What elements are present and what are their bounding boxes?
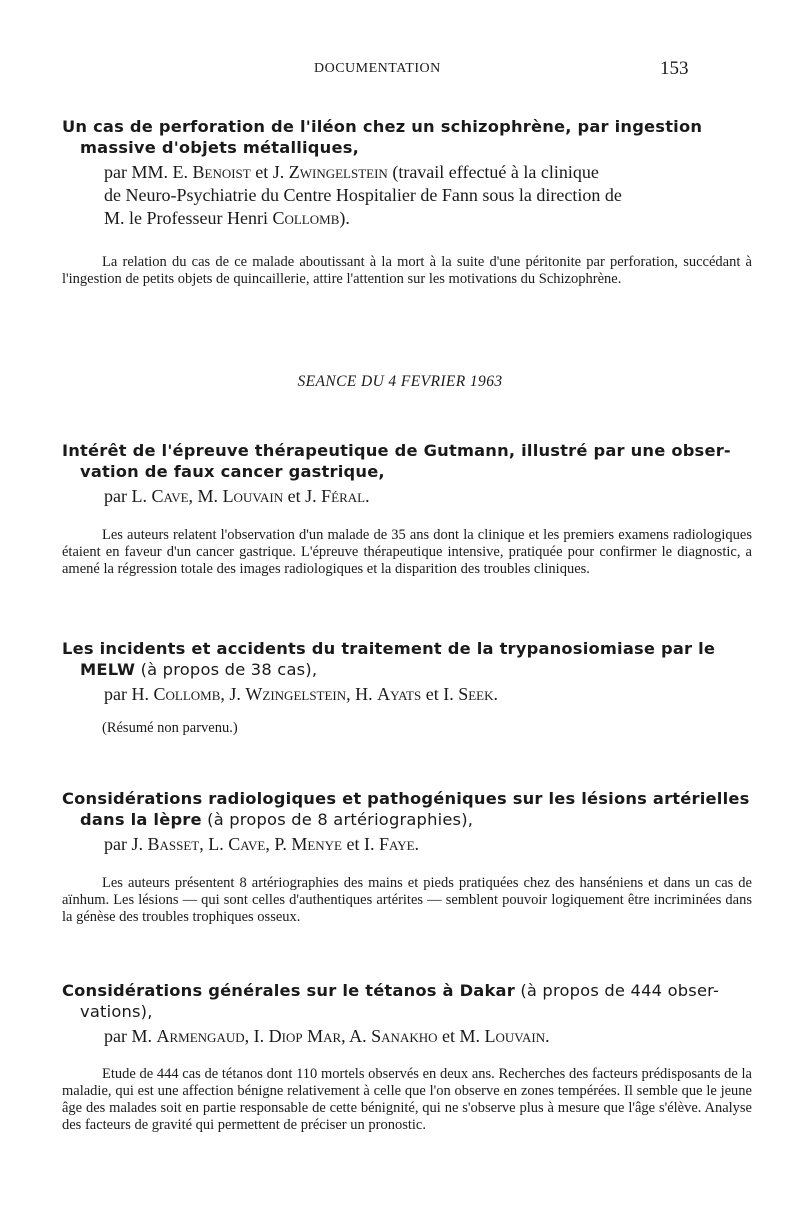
author-name: Louvain xyxy=(484,1026,546,1046)
article-gutmann xyxy=(62,440,752,578)
author-name: Sanakho xyxy=(371,1026,438,1046)
authors-text: (travail effectué à la clinique xyxy=(387,162,599,182)
author-name: Cave xyxy=(151,486,189,506)
article-trypanosomiase xyxy=(62,638,752,737)
title-line: vation de faux cancer gastrique, xyxy=(80,462,385,481)
article-title xyxy=(62,116,752,158)
author-name: Basset xyxy=(147,834,200,854)
article-authors xyxy=(62,1025,752,1048)
title-line: (à propos de 8 artériographies), xyxy=(201,810,474,829)
author-name: Faye xyxy=(378,834,415,854)
title-line: MELW xyxy=(80,660,136,679)
title-line: Un cas de perforation de l'iléon chez un schizophrène, par ingestion xyxy=(62,117,703,136)
authors-text: . xyxy=(414,834,420,854)
article-authors xyxy=(62,683,752,706)
authors-text: , A. xyxy=(341,1026,372,1046)
abstract-note: (Résumé non parvenu.) xyxy=(102,720,238,736)
author-name: Féral xyxy=(321,486,366,506)
authors-text: et I. xyxy=(421,684,459,704)
title-line: Intérêt de l'épreuve thérapeutique de Gutmann, illustré par une obser- xyxy=(62,441,731,460)
authors-text: . xyxy=(545,1026,550,1046)
article-authors xyxy=(62,833,752,856)
title-line: Considérations radiologiques et pathogéniques sur les lésions artérielles xyxy=(62,789,750,808)
author-name: Armengaud xyxy=(156,1026,245,1046)
author-name: Collomb xyxy=(272,208,340,228)
authors-text: et J. xyxy=(250,162,289,182)
article-perforation-ileon xyxy=(62,116,752,288)
authors-text: par MM. E. xyxy=(104,162,193,182)
author-name: Louvain xyxy=(222,486,284,506)
authors-text: M. le Professeur Henri xyxy=(104,208,273,228)
authors-text: . xyxy=(493,684,498,704)
article-title xyxy=(62,440,752,482)
article-authors xyxy=(62,485,752,508)
authors-text: , P. xyxy=(265,834,292,854)
title-line: Les incidents et accidents du traitement de la trypanosiomiase par le xyxy=(62,639,716,658)
author-name: Zwingelstein xyxy=(288,162,388,182)
title-line: (à propos de 444 obser- xyxy=(514,981,720,1000)
authors-text: par L. xyxy=(104,486,152,506)
authors-text: , I. xyxy=(244,1026,269,1046)
author-name: Collomb xyxy=(153,684,221,704)
author-name: Menye xyxy=(291,834,342,854)
session-heading: SEANCE DU 4 FEVRIER 1963 xyxy=(297,373,503,390)
authors-text: , M. xyxy=(188,486,223,506)
authors-text: par H. xyxy=(104,684,154,704)
authors-text: . xyxy=(365,486,370,506)
title-line: Considérations générales sur le tétanos à Dakar xyxy=(62,981,515,1000)
article-authors xyxy=(62,161,752,230)
authors-text: par M. xyxy=(104,1026,157,1046)
authors-text: , J. xyxy=(220,684,246,704)
authors-text: et M. xyxy=(437,1026,485,1046)
article-lepre xyxy=(62,788,752,926)
title-line: massive d'objets métalliques, xyxy=(80,138,359,157)
running-header: DOCUMENTATION xyxy=(314,61,441,76)
article-title xyxy=(62,788,752,830)
article-abstract: Etude de 444 cas de tétanos dont 110 mortels observés en deux ans. Recherches des facteurs prédisposants de la maladie, qui est une affection bénigne relativement à celle que l'on observe en zones tempérées. Il semble que le jeune âge des malades soit en partie responsable de cette bénignité, qui ne s'observe plus à mesure que l'âge s'élève. Analyse des facteurs de gravité qui permettent de préciser un pronostic. xyxy=(62,1066,752,1133)
author-name: Wzingelstein xyxy=(245,684,347,704)
article-title xyxy=(62,980,752,1022)
authors-text: , L. xyxy=(199,834,229,854)
article-abstract: La relation du cas de ce malade aboutissant à la mort à la suite d'une péritonite par perforation, succédant à l'ingestion de petits objets de quincaillerie, attire l'attention sur les motivations du Schizophrène. xyxy=(62,254,752,287)
authors-text: , H. xyxy=(346,684,378,704)
article-title xyxy=(62,638,752,680)
article-abstract: Les auteurs présentent 8 artériographies des mains et pieds pratiquées chez des hanséniens et dans un cas de aïnhum. Les lésions — qui sont celles d'authentiques artérites — semblent pouvoir logiquement être incriminées dans la génèse des troubles trophiques osseux. xyxy=(62,875,752,925)
authors-text: ). xyxy=(339,208,350,228)
authors-text: par J. xyxy=(104,834,148,854)
page-number: 153 xyxy=(660,58,689,79)
title-line: vations), xyxy=(80,1002,153,1021)
author-name: Benoist xyxy=(192,162,251,182)
authors-text: et I. xyxy=(342,834,379,854)
title-line: (à propos de 38 cas), xyxy=(135,660,318,679)
author-name: Diop Mar xyxy=(268,1026,342,1046)
author-name: Seek xyxy=(458,684,494,704)
article-tetanos xyxy=(62,980,752,1134)
author-name: Cave xyxy=(228,834,266,854)
author-name: Ayats xyxy=(377,684,422,704)
authors-text: et J. xyxy=(283,486,322,506)
article-abstract: Les auteurs relatent l'observation d'un malade de 35 ans dont la clinique et les premiers examens radiologiques étaient en faveur d'un cancer gastrique. L'épreuve thérapeutique intensive, pratiquée pour confirmer le diagnostic, a amené la régression totale des images radiologiques et la disparition des troubles cliniques. xyxy=(62,527,752,577)
authors-text: de Neuro-Psychiatrie du Centre Hospitalier de Fann sous la direction de xyxy=(104,185,622,205)
title-line: dans la lèpre xyxy=(80,810,202,829)
